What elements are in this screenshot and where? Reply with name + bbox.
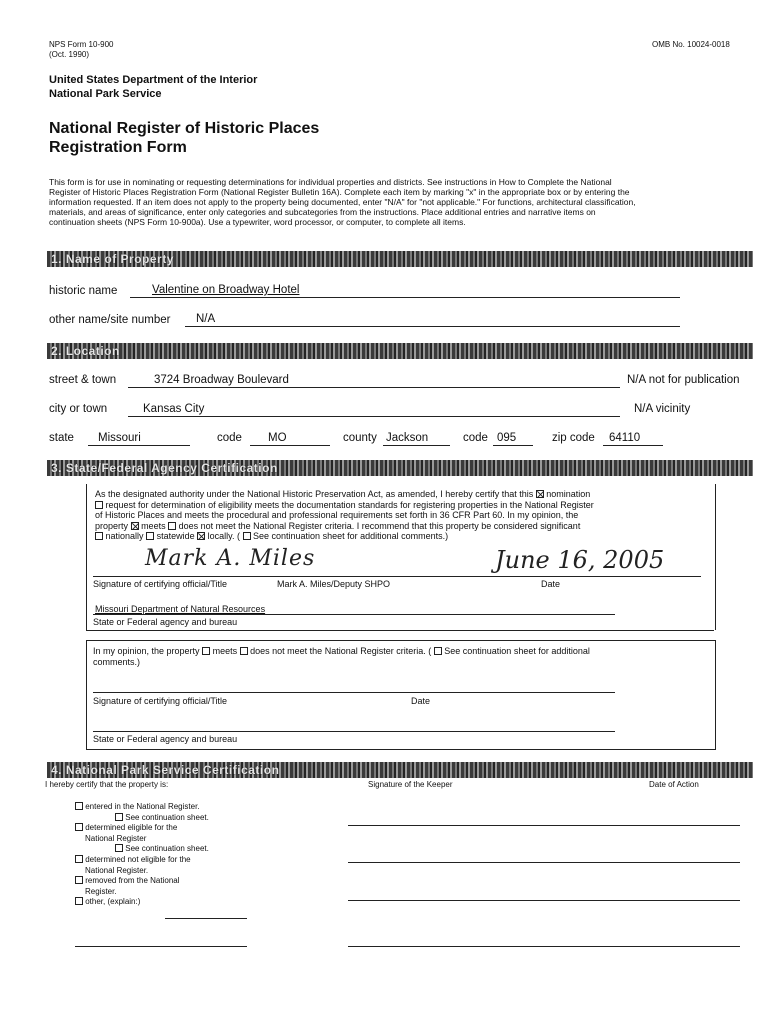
page-title: National Register of Historic Places <box>49 120 320 137</box>
opinion-meets-checkbox[interactable] <box>202 647 210 655</box>
service-name: National Park Service <box>49 88 162 100</box>
entered-checkbox[interactable] <box>75 802 83 810</box>
cert-text: As the designated authority under the National Historic Preservation Act, as amended, I hereby certify that this <box>95 489 534 499</box>
not-eligible-label-cont: National Register. <box>85 865 149 875</box>
other-explain-line[interactable] <box>165 918 247 919</box>
section-heading: 4. National Park Service Certification <box>51 763 280 777</box>
date2-label: Date <box>411 696 431 706</box>
form-number: NPS Form 10-900 <box>49 40 114 49</box>
county-code-label: code <box>463 432 488 444</box>
omb-number: OMB No. 10024-0018 <box>652 40 730 49</box>
official-signature: Mark A. Miles <box>145 546 316 571</box>
intro-line: materials, and areas of significance, enter only categories and subcategories from the instructions. Place additional entries and narrative items on <box>49 207 596 217</box>
other-name-field[interactable]: N/A <box>196 313 216 325</box>
section-heading: 1. Name of Property <box>51 252 174 266</box>
section-heading: 3. State/Federal Agency Certification <box>51 461 278 475</box>
section-band-name <box>47 251 753 267</box>
date-of-action-label: Date of Action <box>649 780 699 789</box>
zip-line <box>603 445 663 446</box>
signature-line <box>93 576 701 577</box>
other-name-line <box>185 326 680 327</box>
agency-label: State or Federal agency and bureau <box>93 617 238 627</box>
signature-label: Signature of certifying official/Title <box>93 579 228 589</box>
city-label: city or town <box>49 403 108 415</box>
nationally-checkbox[interactable] <box>95 532 103 540</box>
not-eligible-label: determined not eligible for the <box>85 854 191 864</box>
see-continuation-1-checkbox[interactable] <box>115 813 123 821</box>
does-not-meet-checkbox[interactable] <box>168 522 176 530</box>
county-code-field[interactable]: 095 <box>497 432 517 444</box>
cert-text: does not meet the National Register criteria. I recommend that this property be considered significant <box>178 520 581 531</box>
department-name: United States Department of the Interior <box>49 74 258 86</box>
certify-label: I hereby certify that the property is: <box>45 780 169 789</box>
eligible-label: determined eligible for the <box>85 823 178 833</box>
signatory-name-title: Mark A. Miles/Deputy SHPO <box>277 579 391 589</box>
keeper-signature-line[interactable] <box>348 900 740 901</box>
opinion-text-part: does not meet the National Register criteria. ( <box>250 646 432 656</box>
nps-options <box>75 802 209 908</box>
cert-text: request for determination of eligibility meets the documentation standards for registering properties in the National Register <box>105 499 594 510</box>
historic-name-label: historic name <box>49 285 118 297</box>
certification-text <box>95 489 594 542</box>
section-band-location <box>47 343 753 359</box>
see-continuation-label: See continuation sheet. <box>125 844 209 854</box>
county-field[interactable]: Jackson <box>386 432 429 444</box>
agency-line <box>93 614 615 615</box>
request-checkbox[interactable] <box>95 501 103 509</box>
opinion-meets-label: meets <box>212 646 238 656</box>
state-line <box>88 445 190 446</box>
street-field[interactable]: 3724 Broadway Boulevard <box>154 374 289 386</box>
city-field[interactable]: Kansas City <box>143 403 205 415</box>
county-label: county <box>343 432 377 444</box>
removed-checkbox[interactable] <box>75 876 83 884</box>
meets-label: meets <box>141 520 166 531</box>
county-line <box>383 445 450 446</box>
opinion-text-part: See continuation sheet for additional <box>444 646 590 656</box>
not-for-publication[interactable]: N/A not for publication <box>627 374 740 386</box>
eligible-checkbox[interactable] <box>75 823 83 831</box>
removed-label-cont: Register. <box>85 886 117 896</box>
other-line-2 <box>75 946 247 947</box>
statewide-label: statewide <box>156 531 195 541</box>
code-label: code <box>217 432 242 444</box>
intro-line: continuation sheets (NPS Form 10-900a). Use a typewriter, word processor, or computer, to complete all items. <box>49 217 466 227</box>
section-band-certification <box>47 460 753 476</box>
section-band-nps <box>47 762 753 778</box>
agency2-label: State or Federal agency and bureau <box>93 734 238 744</box>
section-heading: 2. Location <box>51 344 120 358</box>
keeper-signature-line[interactable] <box>348 862 740 863</box>
intro-line: Register of Historic Places Registration Form (National Register Bulletin 16A). Complete each item by marking "x" in the appropriate box or by entering the <box>49 187 630 197</box>
date-label: Date <box>541 579 561 589</box>
intro-text <box>49 177 759 227</box>
opinion-text-part: comments.) <box>93 656 141 667</box>
state-label: state <box>49 432 74 444</box>
not-eligible-checkbox[interactable] <box>75 855 83 863</box>
other-name-label: other name/site number <box>49 314 171 326</box>
keeper-signature-line[interactable] <box>348 946 740 947</box>
street-line <box>128 387 620 388</box>
historic-name-field[interactable]: Valentine on Broadway Hotel <box>152 284 300 296</box>
meets-checkbox[interactable] <box>131 522 139 530</box>
eligible-label-cont: National Register <box>85 833 147 843</box>
state-field[interactable]: Missouri <box>98 432 141 444</box>
opinion-text <box>93 646 590 667</box>
signature2-line <box>93 692 615 693</box>
street-label: street & town <box>49 374 117 386</box>
other-checkbox[interactable] <box>75 897 83 905</box>
agency2-line <box>93 731 615 732</box>
see-continuation-2-checkbox[interactable] <box>115 844 123 852</box>
signature-date: June 16, 2005 <box>495 546 665 574</box>
intro-line: This form is for use in nominating or requesting determinations for individual properties and districts. See instructions in How to Complete the National <box>49 177 612 187</box>
cert-text: property <box>95 520 129 531</box>
keeper-signature-line[interactable] <box>348 825 740 826</box>
county-code-line <box>493 445 533 446</box>
page-subtitle: Registration Form <box>49 139 187 156</box>
see-continuation-label: See continuation sheet. <box>125 812 209 822</box>
opinion-does-not-meet-checkbox[interactable] <box>240 647 248 655</box>
nomination-checkbox[interactable] <box>536 490 544 498</box>
intro-line: information requested. If an item does not apply to the property being documented, enter "N/A" for "not applicable." For functions, architectural classification, <box>49 197 636 207</box>
nomination-label: nomination <box>546 489 591 499</box>
code-field[interactable]: MO <box>268 432 287 444</box>
keeper-label: Signature of the Keeper <box>368 780 453 789</box>
locally-label: locally. ( <box>207 531 240 541</box>
locally-checkbox[interactable] <box>197 532 205 540</box>
continuation-checkbox[interactable] <box>243 532 251 540</box>
cert-text: of Historic Places and meets the procedural and professional requirements set forth in 36 CFR Part 60. In my opinion, the <box>95 510 579 520</box>
zip-label: zip code <box>552 432 595 444</box>
other-label: other, (explain:) <box>85 897 141 907</box>
city-line <box>128 416 620 417</box>
historic-name-line <box>130 297 680 298</box>
removed-label: removed from the National <box>85 876 180 886</box>
statewide-checkbox[interactable] <box>146 532 154 540</box>
entered-label: entered in the National Register. <box>85 802 200 811</box>
code-line <box>250 445 330 446</box>
nationally-label: nationally <box>105 531 144 541</box>
opinion-text-part: In my opinion, the property <box>93 646 200 656</box>
vicinity[interactable]: N/A vicinity <box>634 403 691 415</box>
opinion-continuation-checkbox[interactable] <box>434 647 442 655</box>
certification-box-bottom <box>86 630 714 631</box>
signature2-label: Signature of certifying official/Title <box>93 696 228 706</box>
cert-text: See continuation sheet for additional comments.) <box>253 531 449 541</box>
agency-field[interactable]: Missouri Department of Natural Resources <box>95 604 266 614</box>
zip-field[interactable]: 64110 <box>609 432 641 444</box>
form-date: (Oct. 1990) <box>49 50 90 59</box>
